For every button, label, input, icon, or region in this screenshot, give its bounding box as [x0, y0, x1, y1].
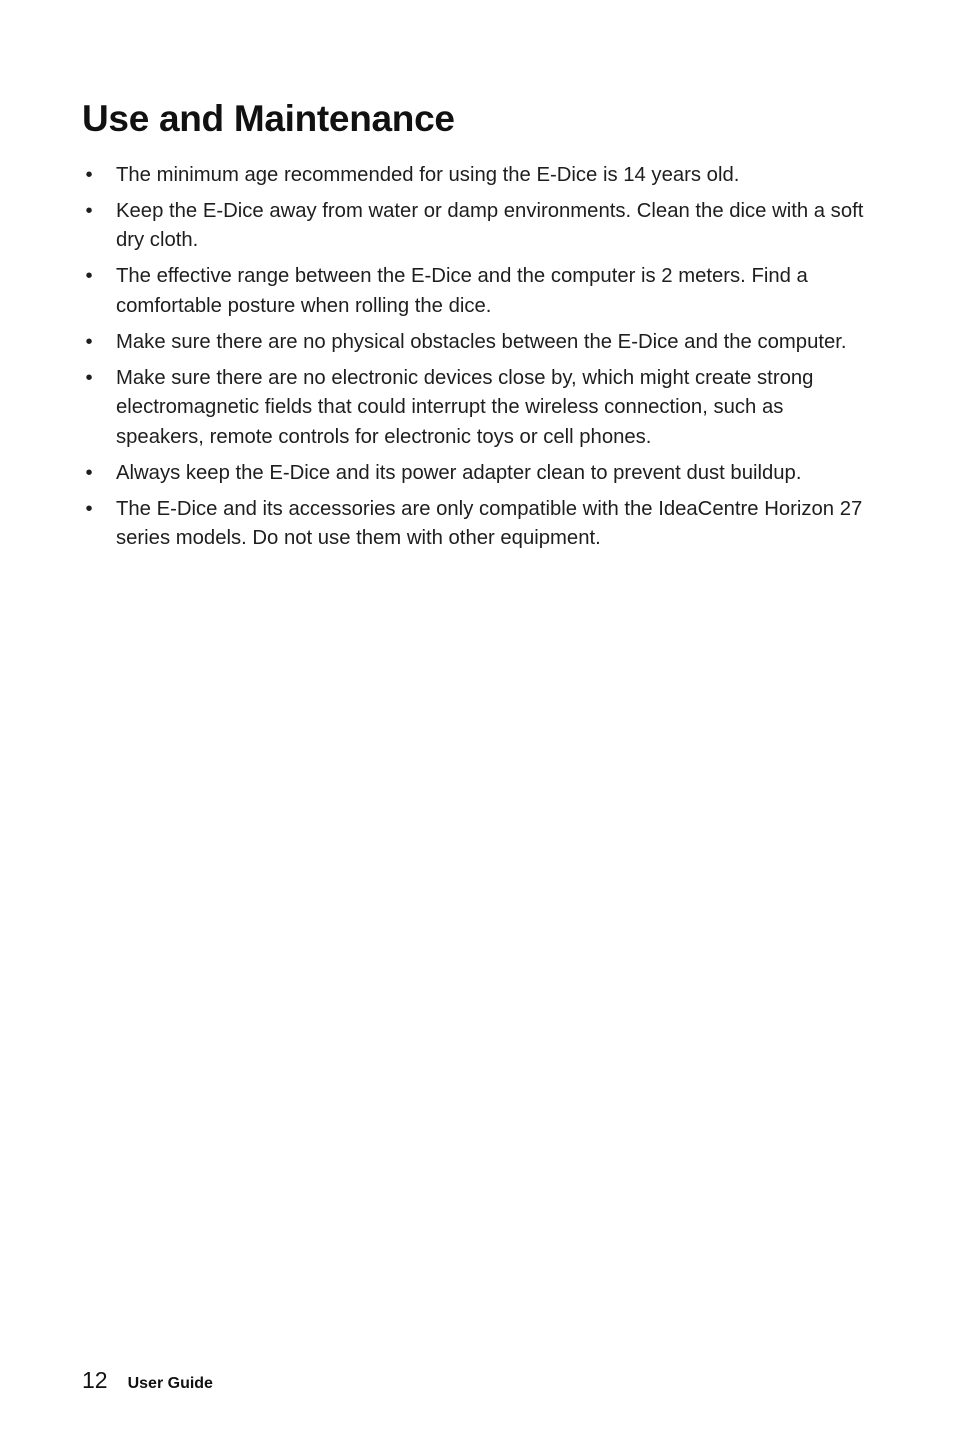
list-item-text: The effective range between the E-Dice and the computer is 2 meters. Find a comfortable posture when rolling the dice.	[116, 265, 808, 317]
list-item	[82, 459, 872, 489]
bullet-icon: •	[85, 164, 93, 186]
list-item	[82, 328, 872, 358]
list-item	[82, 364, 872, 453]
list-item	[82, 161, 872, 191]
list-item-text: Always keep the E-Dice and its power adapter clean to prevent dust buildup.	[116, 461, 802, 484]
bullet-icon: •	[85, 199, 93, 222]
maintenance-list	[82, 161, 872, 560]
bullet-icon: •	[85, 265, 93, 288]
page-number: 12	[82, 1367, 108, 1393]
page-footer	[82, 1367, 213, 1394]
bullet-icon: •	[85, 330, 93, 353]
list-item-text: Keep the E-Dice away from water or damp environments. Clean the dice with a soft dry cloth.	[116, 199, 864, 252]
list-item	[82, 197, 872, 256]
page-title: Use and Maintenance	[82, 98, 455, 139]
list-item-text: The minimum age recommended for using the E-Dice is 14 years old.	[116, 164, 740, 186]
list-item-text: The E-Dice and its accessories are only compatible with the IdeaCentre Horizon 27 series models. Do not use them with other equipment.	[116, 497, 863, 550]
footer-label: User Guide	[127, 1375, 213, 1392]
list-item	[82, 495, 872, 554]
bullet-icon: •	[85, 461, 93, 484]
list-item-text: Make sure there are no physical obstacles between the E-Dice and the computer.	[116, 330, 847, 353]
list-item-text: Make sure there are no electronic devices close by, which might create strong electromagnetic fields that could interrupt the wireless connection, such as speakers, remote controls for electronic toys or cell phones.	[116, 366, 814, 448]
bullet-icon: •	[85, 366, 93, 389]
list-item	[82, 262, 872, 321]
bullet-icon: •	[85, 497, 93, 520]
